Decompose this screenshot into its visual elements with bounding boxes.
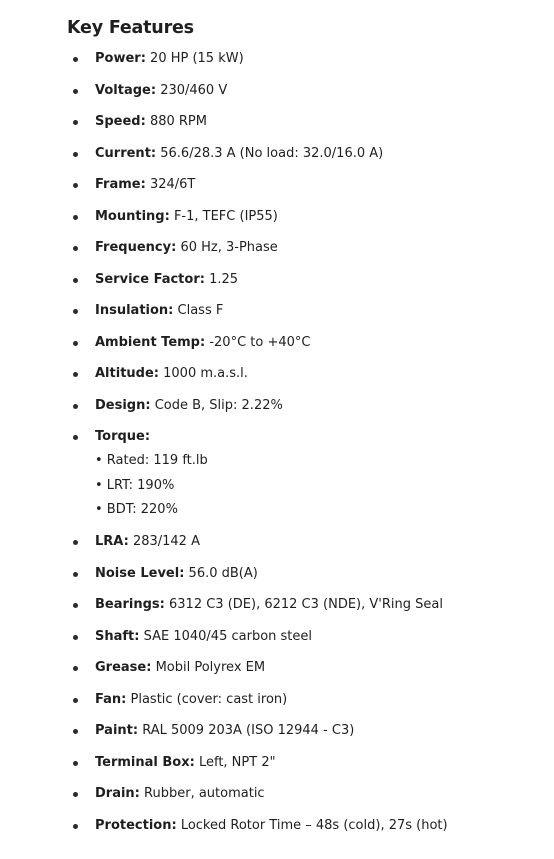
list-item [67,782,554,814]
feature-label: Altitude: [95,366,159,381]
bullet-icon [73,341,78,346]
sub-list-item: • LRT: 190% [95,477,175,493]
feature-value: F-1, TEFC (IP55) [173,208,278,224]
feature-line [95,562,554,586]
feature-value: Rubber, automatic [144,786,265,801]
feature-value: Code B, Slip: 2.22% [154,397,283,413]
feature-line [95,173,554,197]
feature-value: 60 Hz, 3-Phase [180,240,278,255]
list-item [67,331,554,363]
list-item [67,205,554,237]
feature-line [95,425,554,449]
list-item [67,688,554,720]
feature-label: Voltage: [95,82,157,98]
feature-value: 283/142 A [132,534,200,549]
bullet-icon [73,246,78,251]
feature-value: 230/460 V [160,82,228,98]
bullet-icon [73,540,78,545]
feature-value: SAE 1040/45 carbon steel [143,628,312,644]
feature-label: Frequency: [95,240,177,255]
feature-value: Locked Rotor Time – 48s (cold), 27s (hot) [180,817,448,833]
list-item [67,593,554,625]
feature-value: 324/6T [149,177,196,192]
feature-value: 1.25 [209,271,239,287]
feature-label: Torque: [95,429,151,444]
feature-line [95,110,554,134]
feature-label: Design: [95,397,151,413]
bullet-icon [73,603,78,608]
list-item [67,79,554,111]
feature-label: Shaft: [95,628,140,644]
feature-value: Class F [177,303,224,318]
bullet-icon [73,57,78,62]
feature-line [95,656,554,680]
list-item [67,425,554,530]
feature-label: Protection: [95,817,177,833]
list-item [67,236,554,268]
feature-label: Noise Level: [95,565,185,581]
bullet-icon [73,666,78,671]
bullet-icon [73,635,78,640]
list-item [67,142,554,174]
list-item [67,394,554,426]
feature-value: 56.6/28.3 A (No load: 32.0/16.0 A) [160,145,384,161]
list-item [67,268,554,300]
feature-line [95,205,554,229]
feature-line [95,236,554,260]
list-item [67,814,554,846]
bullet-icon [73,152,78,157]
feature-value: RAL 5009 203A (ISO 12944 - C3) [142,723,355,738]
feature-label: Insulation: [95,303,174,318]
feature-value: 56.0 dB(A) [188,565,258,581]
feature-value: 1000 m.a.s.l. [163,366,248,381]
bullet-icon [73,89,78,94]
feature-label: Mounting: [95,208,170,224]
bullet-icon [73,698,78,703]
feature-line [95,331,554,355]
feature-label: Drain: [95,786,140,801]
feature-line [95,299,554,323]
feature-label: Ambient Temp: [95,334,206,350]
feature-line [95,751,554,775]
feature-label: Terminal Box: [95,754,195,770]
list-item [67,110,554,142]
sub-list-item: • Rated: 119 ft.lb [95,453,208,468]
feature-label: Power: [95,51,146,66]
feature-value: Mobil Polyrex EM [155,660,266,675]
feature-label: Fan: [95,691,127,707]
feature-line [95,394,554,418]
feature-line [95,814,554,838]
feature-line [95,362,554,386]
feature-label: Speed: [95,114,146,129]
list-item [67,719,554,751]
feature-value: Left, NPT 2" [198,754,276,770]
bullet-icon [73,729,78,734]
feature-value: 6312 C3 (DE), 6212 C3 (NDE), V'Ring Seal [169,597,443,612]
bullet-icon [73,435,78,440]
feature-label: Bearings: [95,597,165,612]
feature-value: 20 HP (15 kW) [150,51,244,66]
section-heading: Key Features [67,18,194,38]
bullet-icon [73,824,78,829]
list-item [67,173,554,205]
feature-line [95,142,554,166]
bullet-icon [73,183,78,188]
feature-line [95,79,554,103]
feature-value: 880 RPM [149,114,207,129]
list-item [67,530,554,562]
bullet-icon [73,404,78,409]
feature-value: -20°C to +40°C [209,334,311,350]
feature-line [95,268,554,292]
feature-label: Paint: [95,723,139,738]
feature-line [95,719,554,743]
bullet-icon [73,309,78,314]
feature-line [95,530,554,554]
feature-line [95,688,554,712]
list-item [67,562,554,594]
list-item [67,362,554,394]
feature-list [67,47,554,845]
feature-line [95,625,554,649]
bullet-icon [73,120,78,125]
bullet-icon [73,372,78,377]
bullet-icon [73,792,78,797]
list-item [67,751,554,783]
list-item [67,299,554,331]
bullet-icon [73,572,78,577]
feature-label: Current: [95,145,157,161]
feature-line [95,593,554,617]
list-item [67,656,554,688]
feature-value: Plastic (cover: cast iron) [130,691,288,707]
feature-label: Service Factor: [95,271,205,287]
list-item [67,47,554,79]
list-item [67,625,554,657]
feature-label: Frame: [95,177,146,192]
feature-label: Grease: [95,660,152,675]
sub-list-item: • BDT: 220% [95,502,178,517]
feature-label: LRA: [95,534,129,549]
bullet-icon [73,278,78,283]
feature-line [95,782,554,806]
sub-feature-list [95,449,554,523]
bullet-icon [73,761,78,766]
feature-line [95,47,554,71]
bullet-icon [73,215,78,220]
